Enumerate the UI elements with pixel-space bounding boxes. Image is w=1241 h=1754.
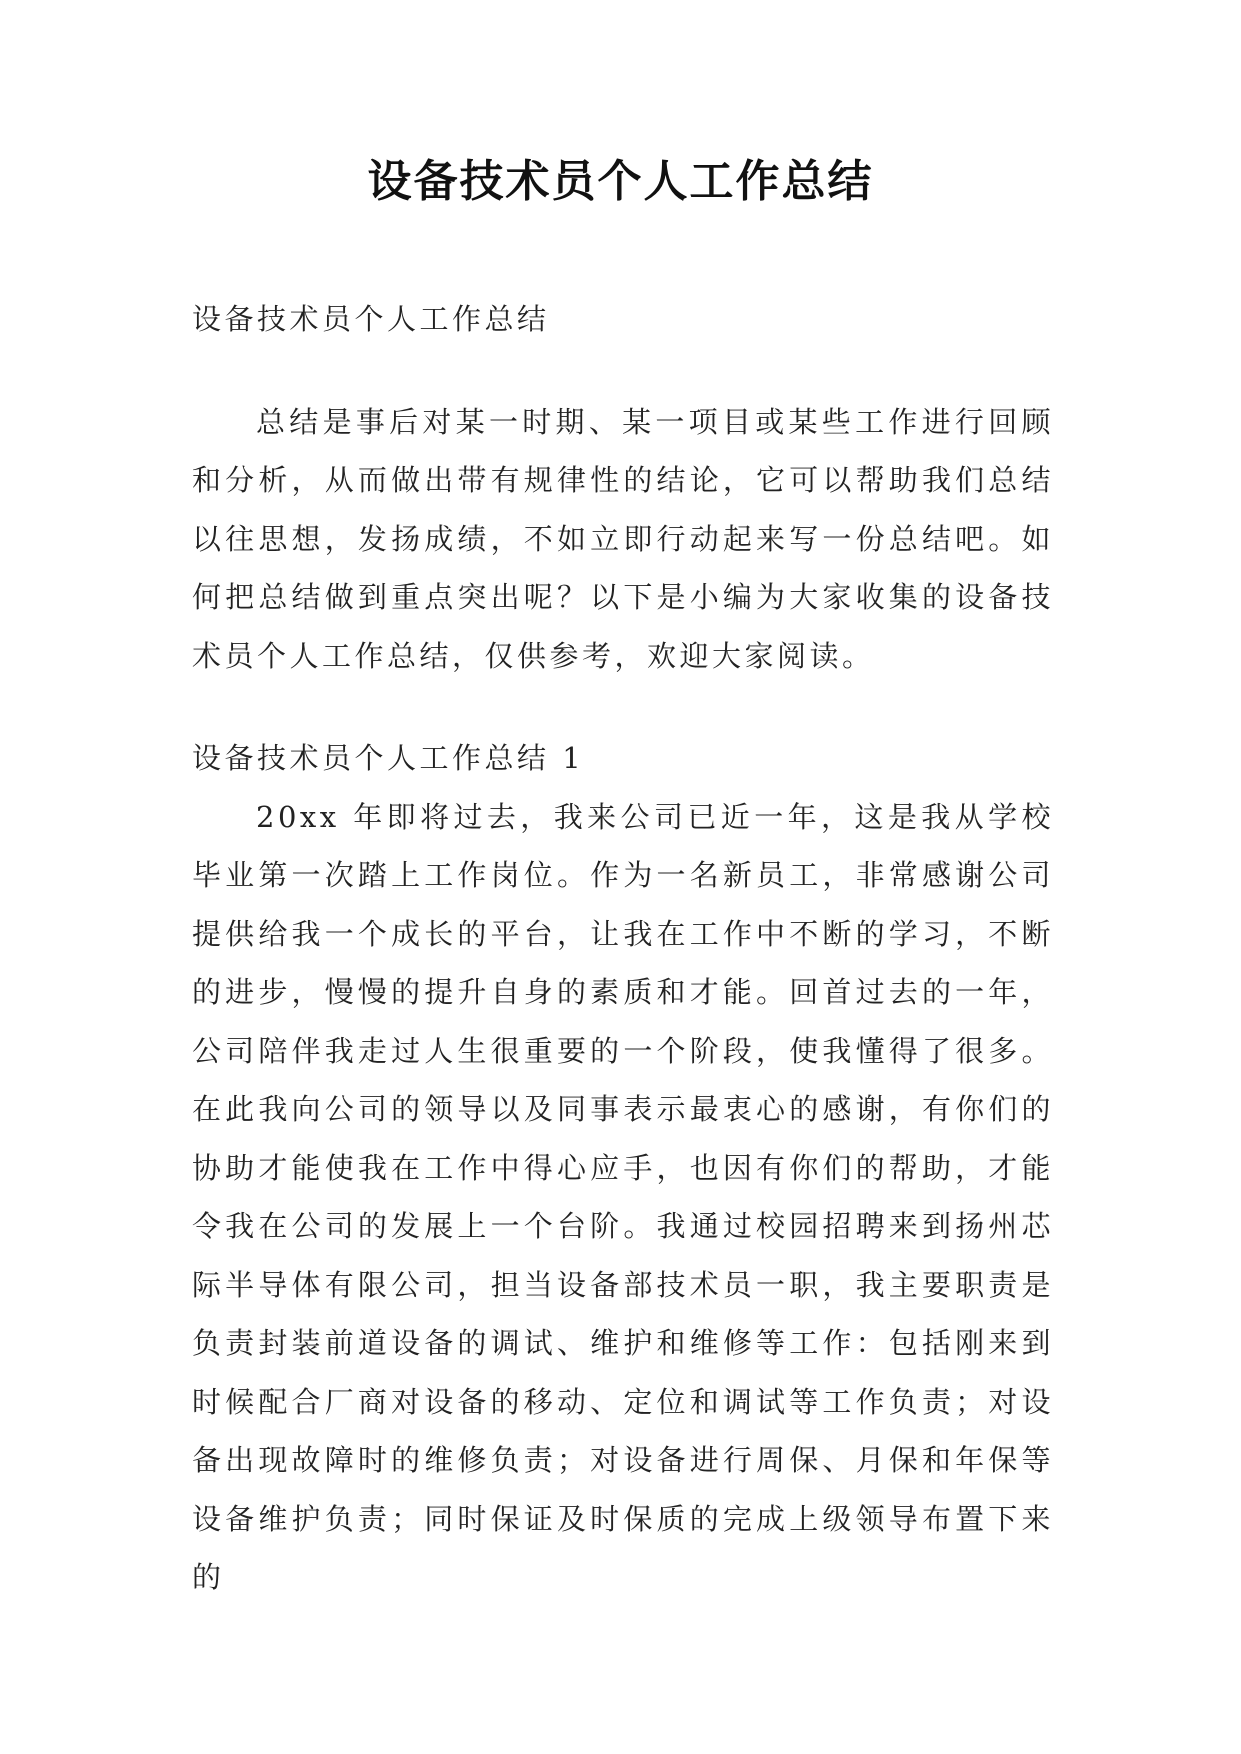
spacer (192, 685, 1054, 729)
section-paragraph: 20xx 年即将过去，我来公司已近一年，这是我从学校毕业第一次踏上工作岗位。作为一名新员工，非常感谢公司提供给我一个成长的平台，让我在工作中不断的学习，不断的进步，慢慢的提升自身的素质和才能。回首过去的一年，公司陪伴我走过人生很重要的一个阶段，使我懂得了很多。在此我向公司的领导以及同事表示最衷心的感谢，有你们的协助才能使我在工作中得心应手，也因有你们的帮助，才能令我在公司的发展上一个台阶。我通过校园招聘来到扬州芯际半导体有限公司，担当设备部技术员一职，我主要职责是负责封装前道设备的调试、维护和维修等工作：包括刚来到时候配合厂商对设备的移动、定位和调试等工作负责；对设备出现故障时的维修负责；对设备进行周保、月保和年保等设备维护负责；同时保证及时保质的完成上级领导布置下来的 (192, 799, 1054, 1594)
section-heading: 设备技术员个人工作总结 1 (192, 741, 585, 775)
spacer (192, 349, 1054, 393)
intro-paragraph: 总结是事后对某一时期、某一项目或某些工作进行回顾和分析，从而做出带有规律性的结论，它可以帮助我们总结以往思想，发扬成绩，不如立即行动起来写一份总结吧。如何把总结做到重点突出呢？以下是小编为大家收集的设备技术员个人工作总结，仅供参考，欢迎大家阅读。 (192, 404, 1054, 673)
document-body (192, 290, 1054, 1607)
document-subtitle: 设备技术员个人工作总结 (192, 302, 550, 336)
document-title: 设备技术员个人工作总结 (367, 156, 874, 207)
